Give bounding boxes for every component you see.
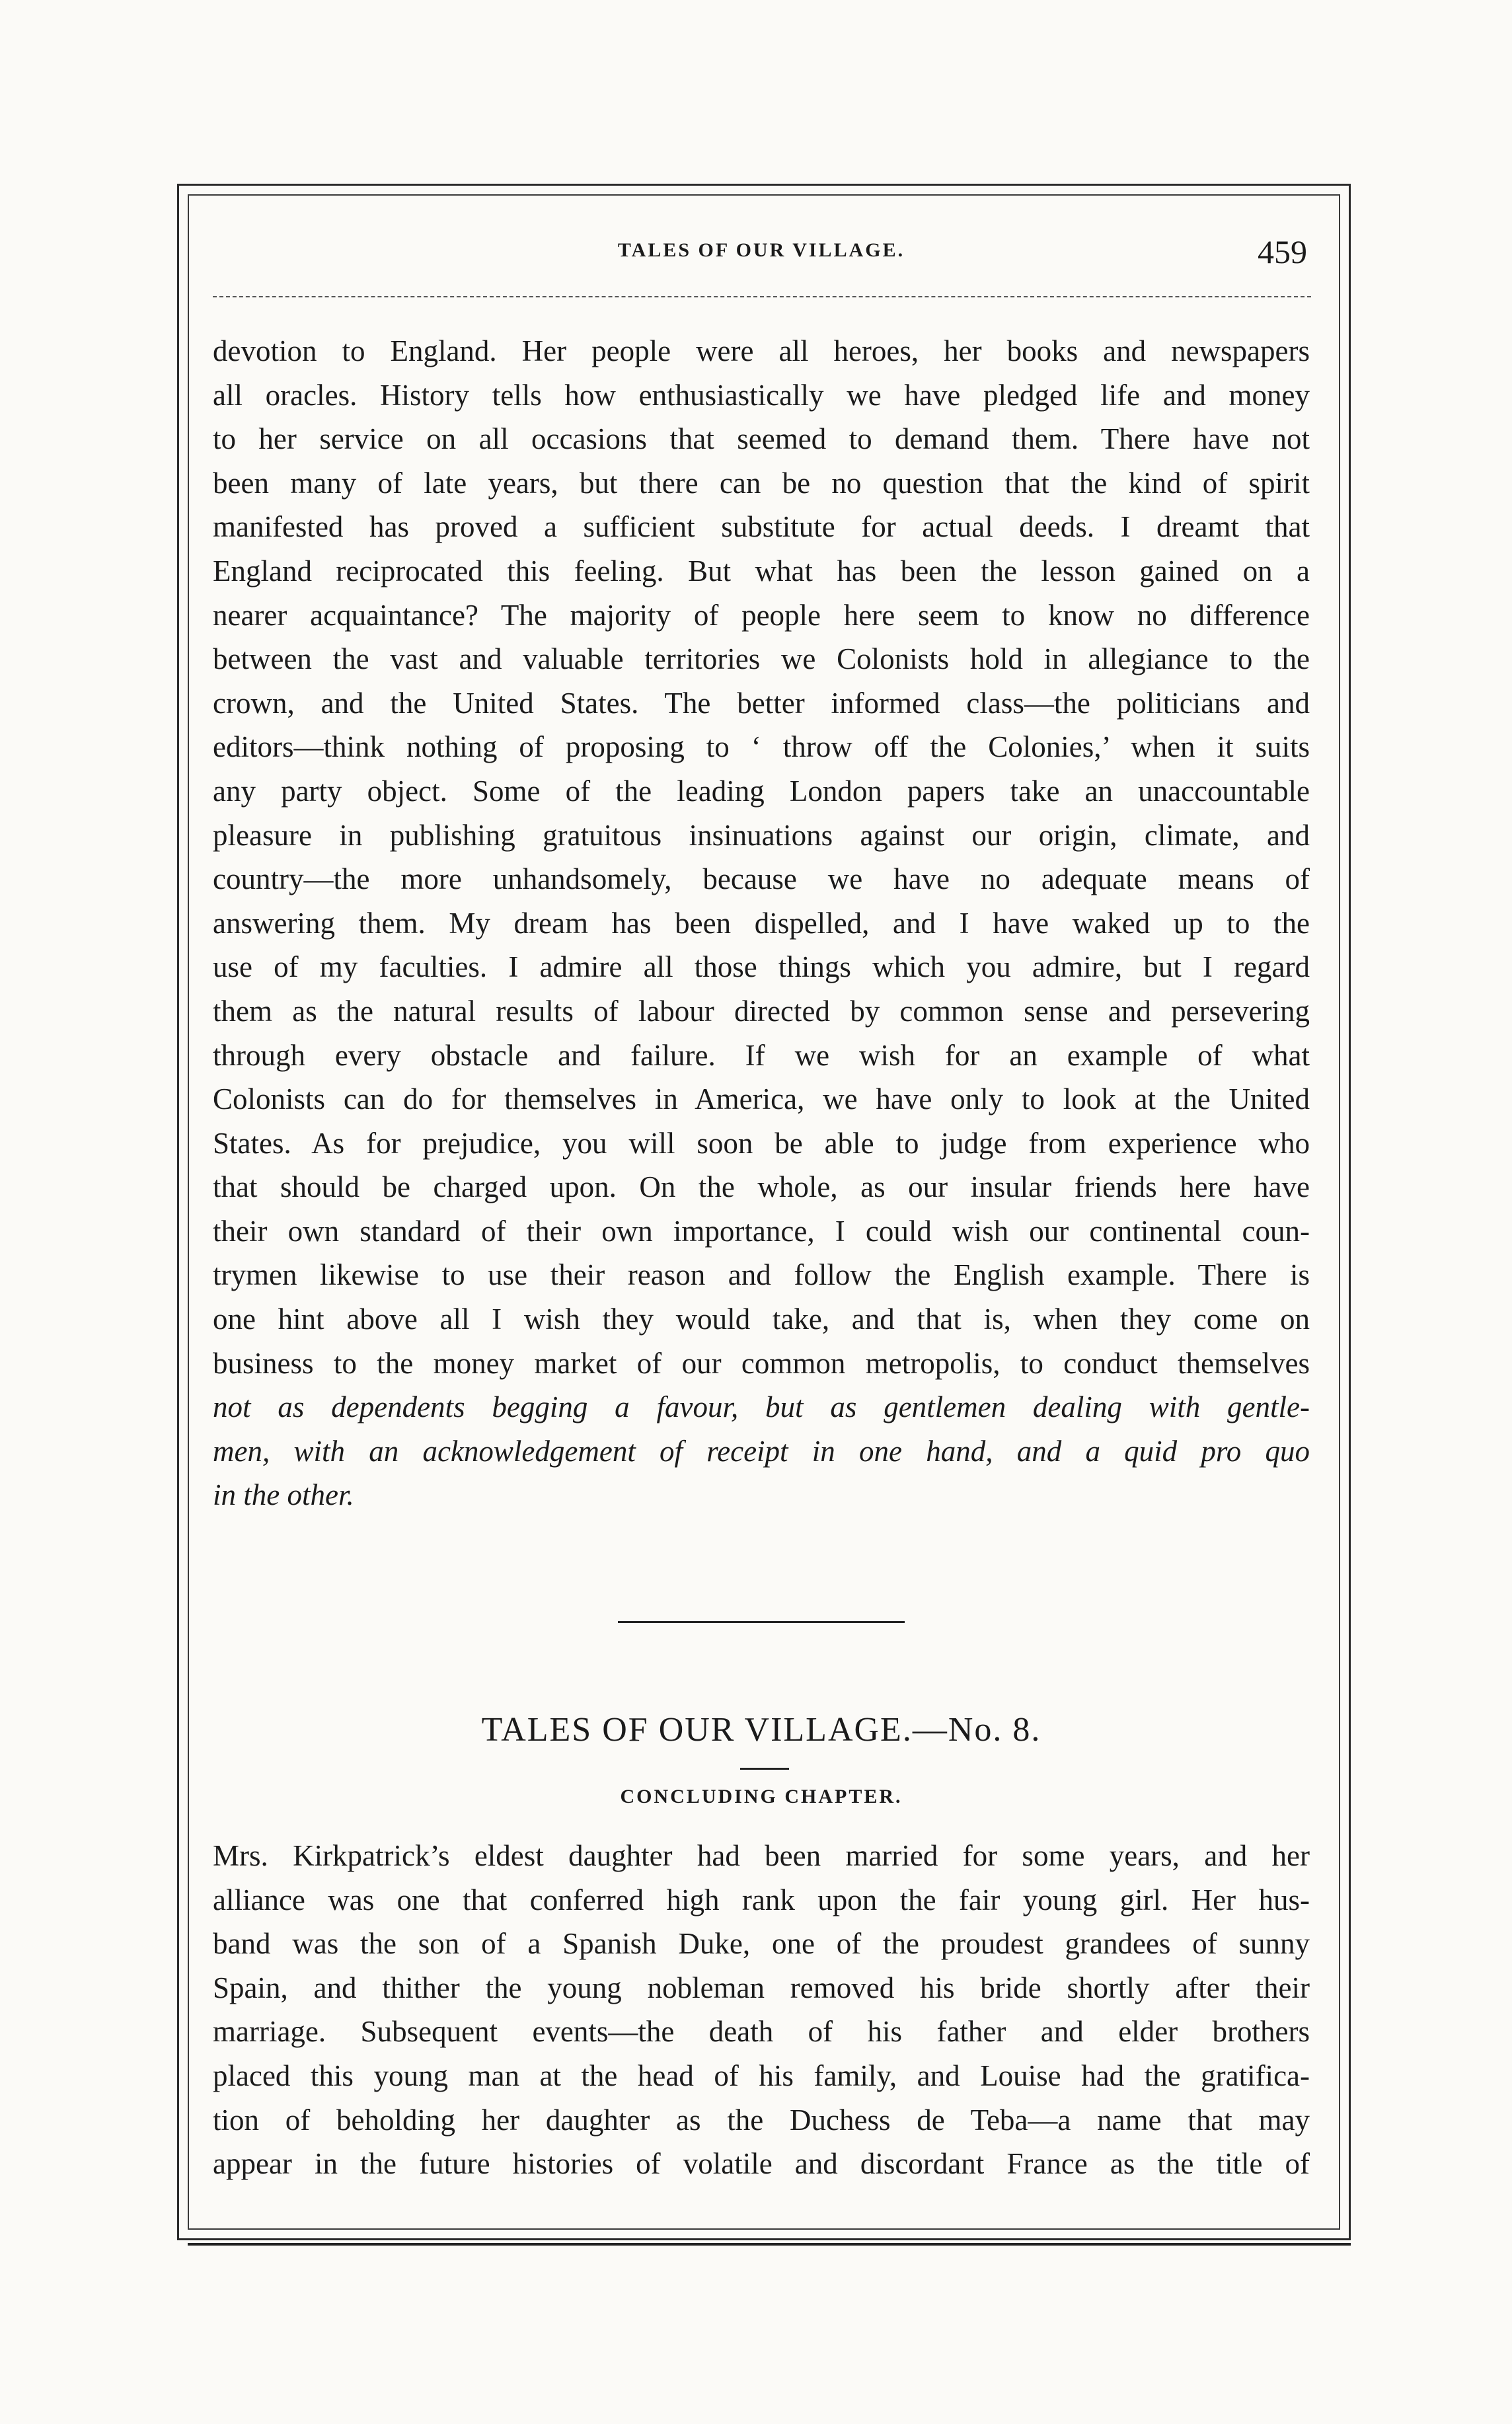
text-line: editors—think nothing of proposing to ‘ throw off the Colonies,’ when it suits xyxy=(213,730,1310,764)
text-line: one hint above all I wish they would take, and that is, when they come on xyxy=(213,1303,1310,1336)
text-line: Spain, and thither the young nobleman removed his bride shortly after their xyxy=(213,1971,1310,2004)
text-line: through every obstacle and failure. If we wish for an example of what xyxy=(213,1038,1310,1072)
page-number: 459 xyxy=(1258,233,1307,270)
text-line: their own standard of their own importance, I could wish our continental coun- xyxy=(213,1214,1310,1248)
text-line: business to the money market of our common metropolis, to conduct themselves xyxy=(213,1346,1310,1380)
text-line: all oracles. History tells how enthusiastically we have pledged life and money xyxy=(213,378,1310,412)
text-line: devotion to England. Her people were all heroes, her books and newspapers xyxy=(213,334,1310,367)
text-line: use of my faculties. I admire all those things which you admire, but I regard xyxy=(213,950,1310,984)
text-line: band was the son of a Spanish Duke, one of the proudest grandees of sunny xyxy=(213,1927,1310,1961)
title-rule xyxy=(740,1768,789,1770)
text-line: Colonists can do for themselves in America, we have only to look at the United xyxy=(213,1082,1310,1116)
text-line: placed this young man at the head of his family, and Louise had the gratifica- xyxy=(213,2059,1310,2092)
text-line: appear in the future histories of volatile and discordant France as the title of xyxy=(213,2147,1310,2181)
section-title: TALES OF OUR VILLAGE.—No. 8. xyxy=(481,1711,1041,1749)
italic-text-line: not as dependents begging a favour, but as gentlemen dealing with gentle- xyxy=(213,1390,1310,1424)
text-line: between the vast and valuable territories we Colonists hold in allegiance to the xyxy=(213,642,1310,676)
chapter-title: CONCLUDING CHAPTER. xyxy=(620,1786,903,1807)
text-line: Mrs. Kirkpatrick’s eldest daughter had been married for some years, and her xyxy=(213,1839,1310,1872)
running-title: TALES OF OUR VILLAGE. xyxy=(617,239,905,261)
italic-text-line: men, with an acknowledgement of receipt in one hand, and a quid pro quo xyxy=(213,1434,1310,1468)
text-line: crown, and the United States. The better informed class—the politicians and xyxy=(213,686,1310,720)
text-line: country—the more unhandsomely, because we have no adequate means of xyxy=(213,862,1310,896)
text-line: alliance was one that conferred high rank upon the fair young girl. Her hus- xyxy=(213,1883,1310,1916)
text-line: answering them. My dream has been dispelled, and I have waked up to the xyxy=(213,906,1310,940)
text-line: manifested has proved a sufficient substitute for actual deeds. I dreamt that xyxy=(213,510,1310,544)
running-head xyxy=(213,233,1310,272)
text-line: nearer acquaintance? The majority of people here seem to know no difference xyxy=(213,598,1310,632)
text-line: them as the natural results of labour directed by common sense and persevering xyxy=(213,994,1310,1028)
text-line: that should be charged upon. On the whole, as our insular friends here have xyxy=(213,1170,1310,1204)
header-rule xyxy=(213,296,1311,297)
text-line: been many of late years, but there can be no question that the kind of spirit xyxy=(213,466,1310,500)
text-line: marriage. Subsequent events—the death of his father and elder brothers xyxy=(213,2015,1310,2049)
text-line: tion of beholding her daughter as the Duchess de Teba—a name that may xyxy=(213,2103,1310,2137)
story-paragraph xyxy=(213,1834,1310,2186)
text-line: States. As for prejudice, you will soon be able to judge from experience who xyxy=(213,1126,1310,1160)
text-line: any party object. Some of the leading London papers take an unaccountable xyxy=(213,774,1310,808)
text-line: trymen likewise to use their reason and follow the English example. There is xyxy=(213,1258,1310,1292)
section-separator-rule xyxy=(618,1621,905,1623)
continuation-paragraph xyxy=(213,329,1310,1517)
text-line: to her service on all occasions that seemed to demand them. There have not xyxy=(213,422,1310,456)
text-line: England reciprocated this feeling. But what has been the lesson gained on a xyxy=(213,554,1310,587)
text-line: pleasure in publishing gratuitous insinuations against our origin, climate, and xyxy=(213,818,1310,852)
footer-rule xyxy=(188,2243,1351,2246)
italic-text-line: in the other. xyxy=(213,1478,354,1512)
